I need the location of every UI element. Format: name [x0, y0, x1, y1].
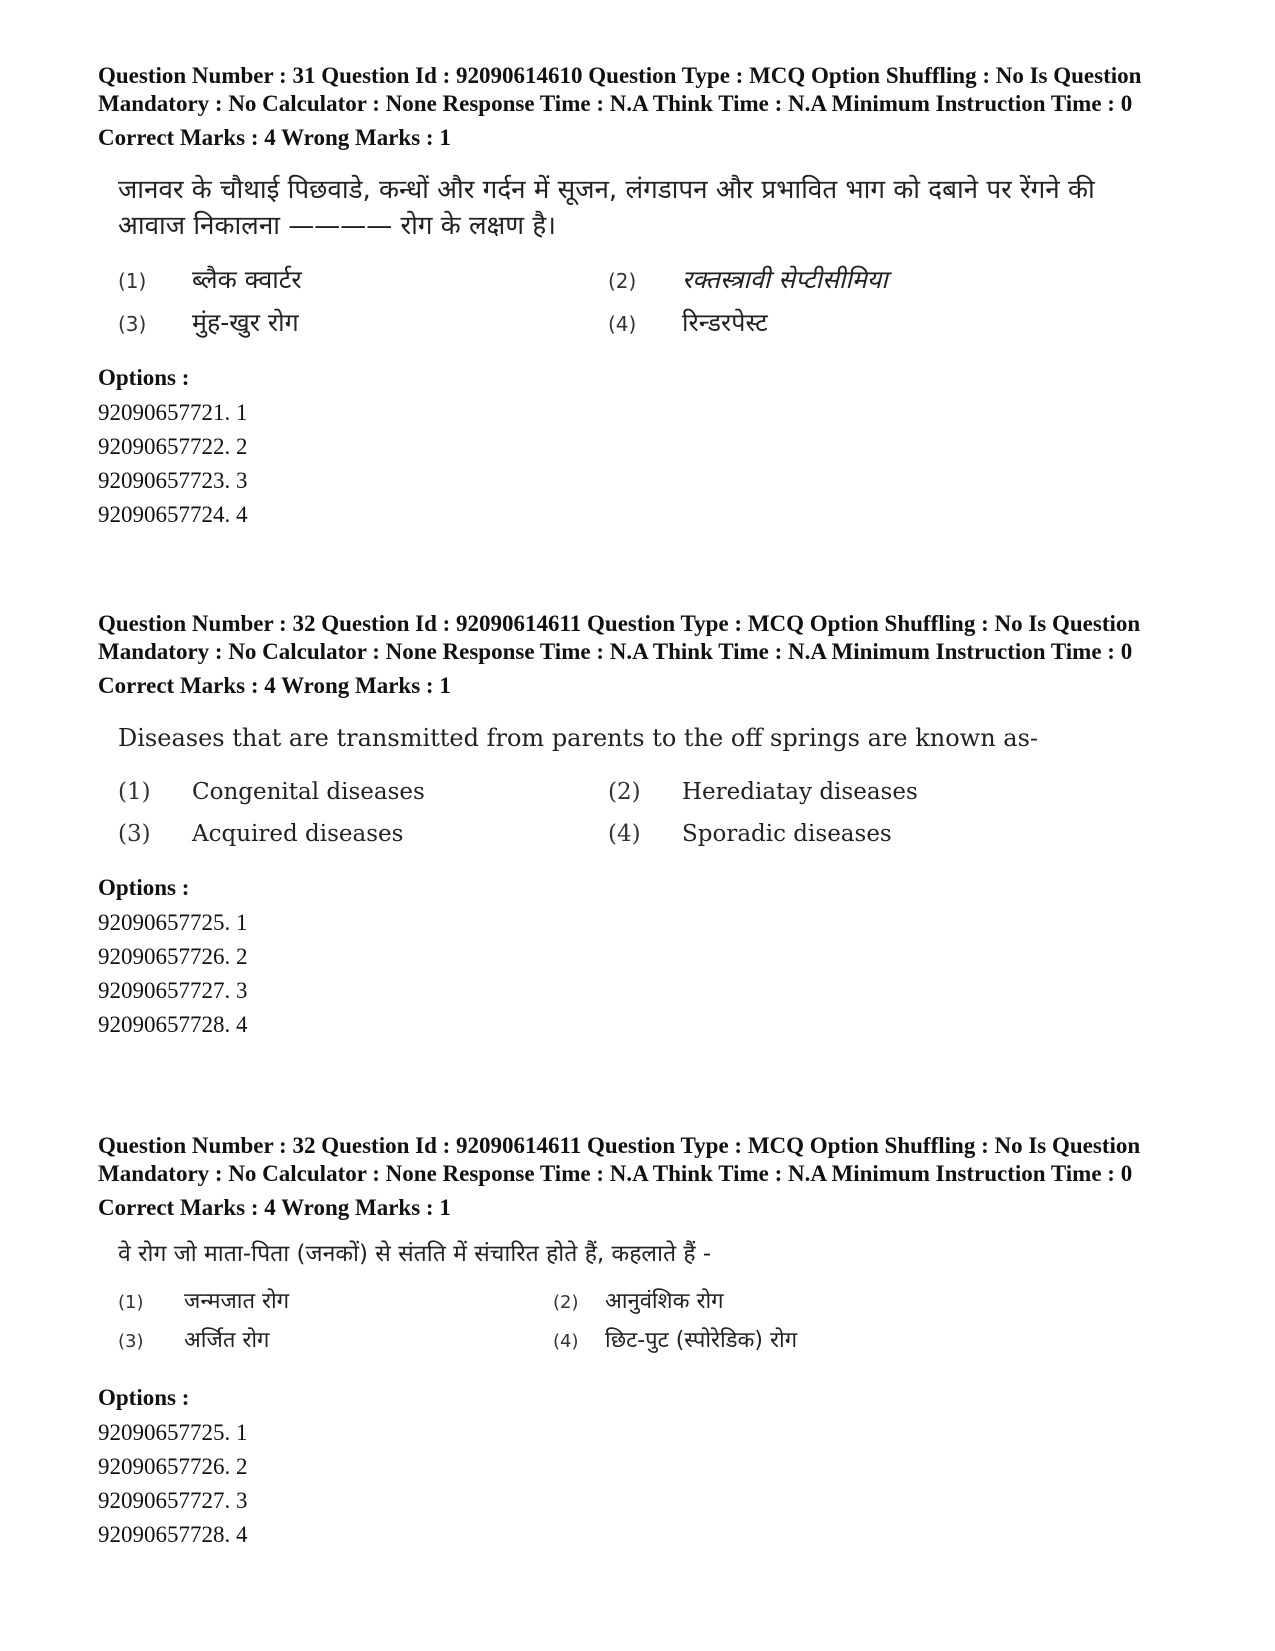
question-header: Question Number : 32 Question Id : 92090614611 Question Type : MCQ Option Shuffling : No Is Question Mandatory : No Calculator : None Response Time : N.A Think Time : N.A Minimum Instruction Time : 0: [98, 1133, 1141, 1186]
choice-number: (1): [118, 269, 147, 293]
options-list: [98, 906, 1178, 1042]
question-stem: Diseases that are transmitted from parents to the off springs are known as-: [118, 724, 1039, 752]
question-stem: जानवर के चौथाई पिछवाडे, कन्धों और गर्दन में सूजन, लंगडापन और प्रभावित भाग को दबाने पर रेंगने की आवाज निकालना ———— रोग के लक्षण है।: [118, 175, 1095, 241]
answer-choices: [118, 262, 1158, 342]
option-id: 92090657723. 3: [98, 468, 248, 493]
question-marks: Correct Marks : 4 Wrong Marks : 1: [98, 673, 451, 698]
answer-choice: [608, 305, 1098, 342]
question-marks: Correct Marks : 4 Wrong Marks : 1: [98, 125, 451, 150]
answer-choice: [118, 1323, 553, 1360]
choice-text: छिट-पुट (स्पोरेडिक) रोग: [605, 1328, 798, 1353]
choice-number: (4): [608, 821, 641, 847]
choice-text: Congenital diseases: [192, 779, 425, 805]
option-id: 92090657724. 4: [98, 502, 248, 527]
choice-text: Sporadic diseases: [682, 821, 892, 847]
option-id: 92090657725. 1: [98, 910, 248, 935]
choice-number: (3): [118, 1331, 144, 1352]
answer-choice: [118, 305, 608, 342]
question-header: Question Number : 31 Question Id : 92090614610 Question Type : MCQ Option Shuffling : No Is Question Mandatory : No Calculator : None Response Time : N.A Think Time : N.A Minimum Instruction Time : 0: [98, 63, 1142, 116]
choice-text: ब्लैक क्वार्टर: [192, 265, 302, 294]
choice-number: (3): [118, 821, 151, 847]
choice-number: (1): [118, 1292, 144, 1313]
question-stem: वे रोग जो माता-पिता (जनकों) से संतति में संचारित होते हैं, कहलाते हैं -: [118, 1241, 712, 1267]
choice-number: (1): [118, 779, 151, 805]
options-label: Options :: [98, 1385, 190, 1410]
answer-choice: [118, 262, 608, 299]
option-id: 92090657722. 2: [98, 434, 248, 459]
question-block-32-english: [98, 610, 1178, 1042]
question-block-32-hindi: [98, 1132, 1178, 1552]
answer-choice: [118, 816, 608, 852]
question-block-31: [98, 62, 1178, 532]
choice-text: रिन्डरपेस्ट: [682, 308, 768, 337]
choice-number: (2): [608, 269, 637, 293]
option-id: 92090657725. 1: [98, 1420, 248, 1445]
answer-choice: [608, 262, 1098, 299]
question-marks: Correct Marks : 4 Wrong Marks : 1: [98, 1195, 451, 1220]
option-id: 92090657728. 4: [98, 1522, 248, 1547]
choice-text: अर्जित रोग: [184, 1328, 270, 1353]
choice-number: (2): [608, 779, 641, 805]
choice-text: रक्तस्त्रावी सेप्टीसीमिया: [682, 265, 888, 294]
choice-text: मुंह-खुर रोग: [192, 308, 299, 337]
options-list: [98, 1416, 1178, 1552]
option-id: 92090657728. 4: [98, 1012, 248, 1037]
answer-choices: [118, 1284, 1158, 1360]
choice-text: Acquired diseases: [192, 821, 404, 847]
answer-choice: [118, 774, 608, 810]
answer-choice: [553, 1323, 1043, 1360]
choice-number: (3): [118, 312, 147, 336]
answer-choice: [608, 816, 1098, 852]
question-header: Question Number : 32 Question Id : 92090614611 Question Type : MCQ Option Shuffling : No Is Question Mandatory : No Calculator : None Response Time : N.A Think Time : N.A Minimum Instruction Time : 0: [98, 611, 1141, 664]
choice-number: (2): [553, 1292, 579, 1313]
choice-number: (4): [608, 312, 637, 336]
answer-choice: [608, 774, 1098, 810]
option-id: 92090657726. 2: [98, 944, 248, 969]
choice-text: आनुवंशिक रोग: [605, 1289, 724, 1314]
choice-text: जन्मजात रोग: [184, 1289, 290, 1314]
option-id: 92090657726. 2: [98, 1454, 248, 1479]
question-content-image: [118, 1236, 1158, 1360]
answer-choice: [553, 1284, 1043, 1321]
options-list: [98, 396, 1178, 532]
option-id: 92090657727. 3: [98, 978, 248, 1003]
answer-choices: [118, 774, 1158, 852]
choice-number: (4): [553, 1331, 579, 1352]
question-content-image: [118, 720, 1158, 852]
option-id: 92090657721. 1: [98, 400, 248, 425]
answer-choice: [118, 1284, 553, 1321]
question-content-image: [118, 172, 1158, 342]
option-id: 92090657727. 3: [98, 1488, 248, 1513]
options-label: Options :: [98, 875, 190, 900]
choice-text: Herediatay diseases: [682, 779, 918, 805]
options-label: Options :: [98, 365, 190, 390]
